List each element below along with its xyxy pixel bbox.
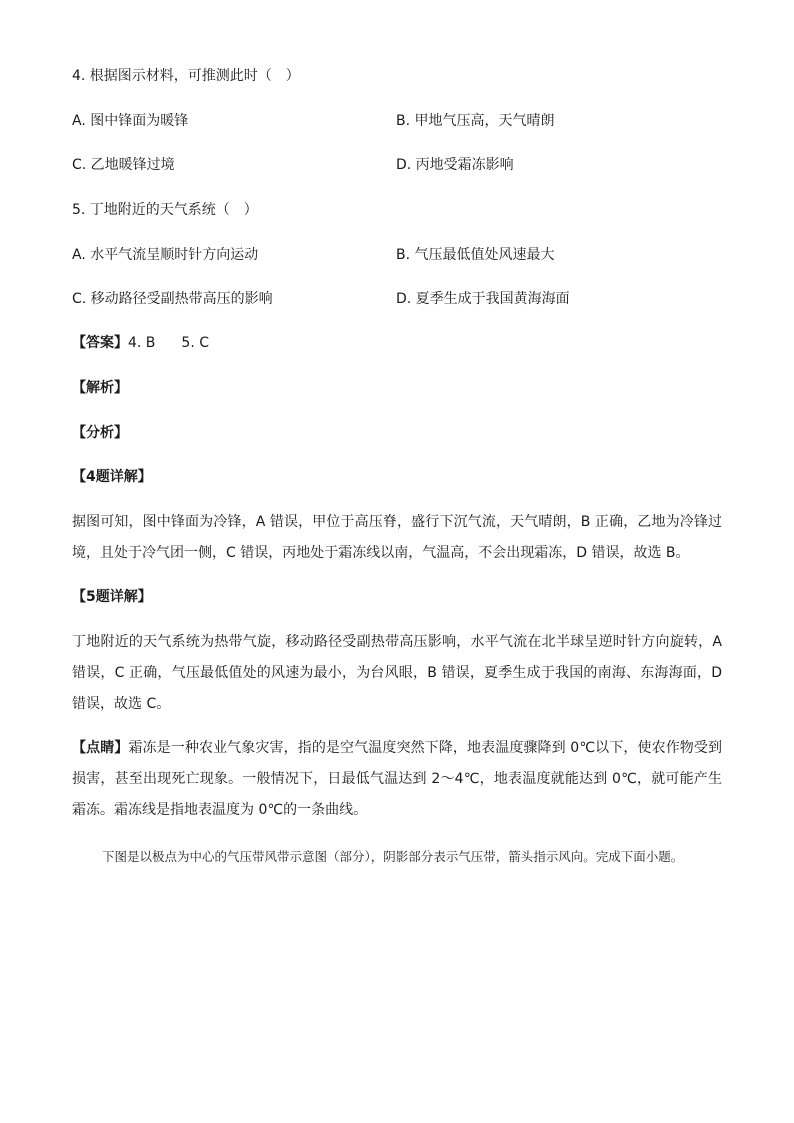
section-intro: 下图是以极点为中心的气压带风带示意图（部分），阴影部分表示气压带，箭头指示风向。完成下面小题。	[102, 849, 684, 864]
question-5-option-a: A. 水平气流呈顺时针方向运动	[72, 247, 259, 263]
dianjing-block	[72, 733, 722, 826]
question-5-stem: 5. 丁地附近的天气系统（ ）	[72, 202, 258, 218]
question-4-option-d: D. 丙地受霜冻影响	[396, 157, 514, 173]
dianjing-text: 霜冻是一种农业气象灾害，指的是空气温度突然下降，地表温度骤降到 0℃以下，使农作物受到损害，甚至出现死亡现象。一般情况下，日最低气温达到 2～4℃，地表温度就能达到 0℃，就可能产生霜冻。霜冻线是指地表温度为 0℃的一条曲线。	[72, 740, 723, 818]
question-4-option-a: A. 图中锋面为暖锋	[72, 113, 189, 129]
question-5-option-b: B. 气压最低值处风速最大	[396, 247, 555, 263]
answer-label: 【答案】	[72, 335, 128, 351]
question-4-option-b: B. 甲地气压高，天气晴朗	[396, 113, 555, 129]
question-4-option-c: C. 乙地暖锋过境	[72, 157, 175, 173]
question-5-option-d: D. 夏季生成于我国黄海海面	[396, 291, 570, 307]
detail-5-text: 丁地附近的天气系统为热带气旋，移动路径受副热带高压影响，水平气流在北半球呈逆时针方向旋转，A 错误，C 正确，气压最低值处的风速为最小，为台风眼，B 错误，夏季生成于我国的南海、东海海面，D 错误，故选 C。	[72, 634, 722, 712]
analysis-header: 【解析】	[72, 380, 128, 396]
answer-4: 4. B	[128, 335, 156, 351]
answer-5: 5. C	[181, 335, 210, 351]
dianjing-label: 【点睛】	[72, 740, 129, 756]
detail-5-header: 【5题详解】	[72, 589, 152, 605]
fenxi-header: 【分析】	[72, 425, 128, 441]
question-4-stem: 4. 根据图示材料，可推测此时（ ）	[72, 68, 300, 84]
detail-4-text: 据图可知，图中锋面为冷锋，A 错误，甲位于高压脊，盛行下沉气流，天气晴朗，B 正确，乙地为冷锋过境，且处于冷气团一侧，C 错误，丙地处于霜冻线以南，气温高，不会出现霜冻，D 错误，故选 B。	[72, 514, 722, 561]
question-5-option-c: C. 移动路径受副热带高压的影响	[72, 291, 273, 307]
answer-line	[72, 333, 209, 353]
detail-4-header: 【4题详解】	[72, 469, 152, 485]
